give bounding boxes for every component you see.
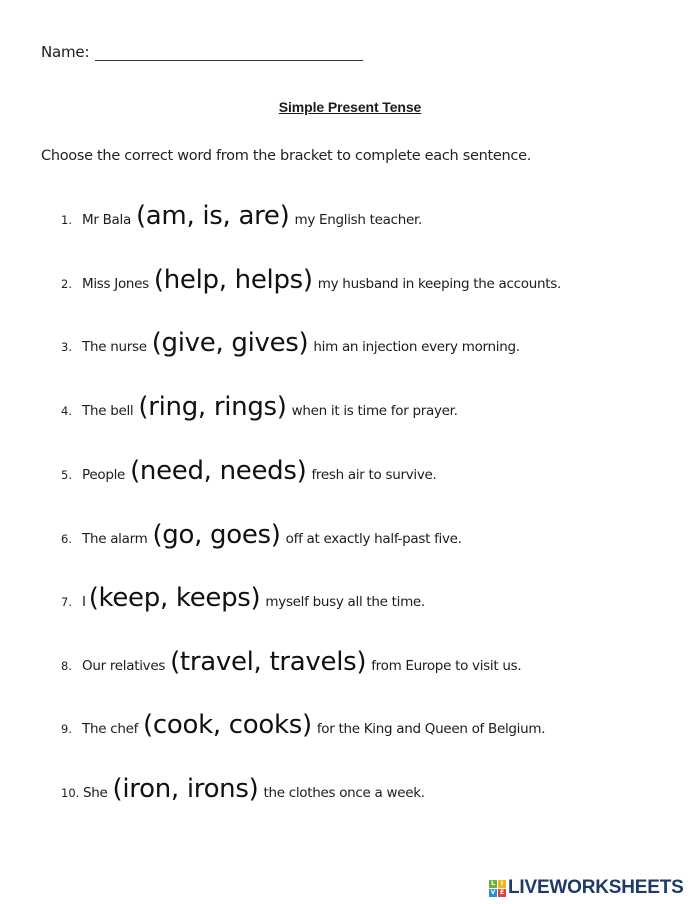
word-choices: (iron, irons) — [112, 774, 259, 804]
question-item — [61, 585, 425, 611]
sentence-end: for the King and Queen of Belgium. — [316, 721, 546, 737]
liveworksheets-logo[interactable] — [489, 877, 684, 899]
word-choices: (help, helps) — [153, 265, 313, 295]
sentence-start: I — [82, 594, 86, 610]
question-item — [61, 776, 425, 802]
liveworksheets-grid-icon — [489, 880, 506, 897]
sentence-start: The nurse — [82, 339, 147, 355]
question-number: 2. — [61, 277, 72, 291]
sentence-end: him an injection every morning. — [313, 339, 520, 355]
worksheet-title: Simple Present Tense — [278, 99, 422, 115]
sentence-start: The alarm — [82, 531, 148, 547]
worksheet-title-row — [0, 97, 700, 116]
question-number: 3. — [61, 340, 72, 354]
question-item — [61, 330, 520, 356]
sentence-start: Mr Bala — [82, 212, 131, 228]
question-number: 8. — [61, 659, 72, 673]
word-choices: (am, is, are) — [135, 201, 290, 231]
sentence-start: The chef — [82, 721, 139, 737]
sentence-start: The bell — [82, 403, 134, 419]
word-choices: (travel, travels) — [170, 647, 367, 677]
question-number: 6. — [61, 532, 72, 546]
word-choices: (give, gives) — [151, 328, 309, 358]
logo-square-e: E — [499, 888, 505, 896]
sentence-start: People — [82, 467, 126, 483]
word-choices: (need, needs) — [130, 456, 307, 486]
question-number: 10. — [61, 786, 80, 800]
question-item — [61, 522, 462, 548]
sentence-start: Our relatives — [82, 658, 166, 674]
sentence-end: when it is time for prayer. — [291, 403, 458, 419]
question-number: 5. — [61, 468, 72, 482]
question-item — [61, 649, 521, 675]
question-item — [61, 458, 437, 484]
question-item — [61, 267, 561, 293]
question-number: 9. — [61, 722, 72, 736]
word-choices: (ring, rings) — [138, 392, 287, 422]
sentence-start: She — [83, 785, 108, 801]
question-item — [61, 394, 458, 420]
word-choices: (keep, keeps) — [88, 583, 261, 613]
logo-text: LIVEWORKSHEETS — [508, 877, 684, 898]
sentence-end: from Europe to visit us. — [371, 658, 522, 674]
sentence-end: fresh air to survive. — [311, 467, 437, 483]
question-item — [61, 203, 422, 229]
sentence-end: the clothes once a week. — [263, 785, 425, 801]
sentence-end: off at exactly half-past five. — [285, 531, 462, 547]
sentence-end: my husband in keeping the accounts. — [317, 276, 561, 292]
question-number: 4. — [61, 404, 72, 418]
logo-square-i: I — [498, 880, 506, 888]
word-choices: (cook, cooks) — [143, 710, 312, 740]
logo-square-l: L — [489, 880, 497, 888]
question-item — [61, 712, 545, 738]
question-number: 7. — [61, 595, 72, 609]
name-input-line[interactable] — [95, 44, 363, 61]
question-number: 1. — [61, 213, 72, 227]
sentence-start: Miss Jones — [82, 276, 149, 292]
word-choices: (go, goes) — [152, 520, 281, 550]
sentence-end: myself busy all the time. — [265, 594, 425, 610]
sentence-end: my English teacher. — [294, 212, 423, 228]
name-field-row — [41, 43, 363, 61]
logo-square-v: V — [490, 888, 496, 896]
name-label: Name: — [41, 43, 90, 61]
instructions: Choose the correct word from the bracket to complete each sentence. — [41, 148, 531, 164]
